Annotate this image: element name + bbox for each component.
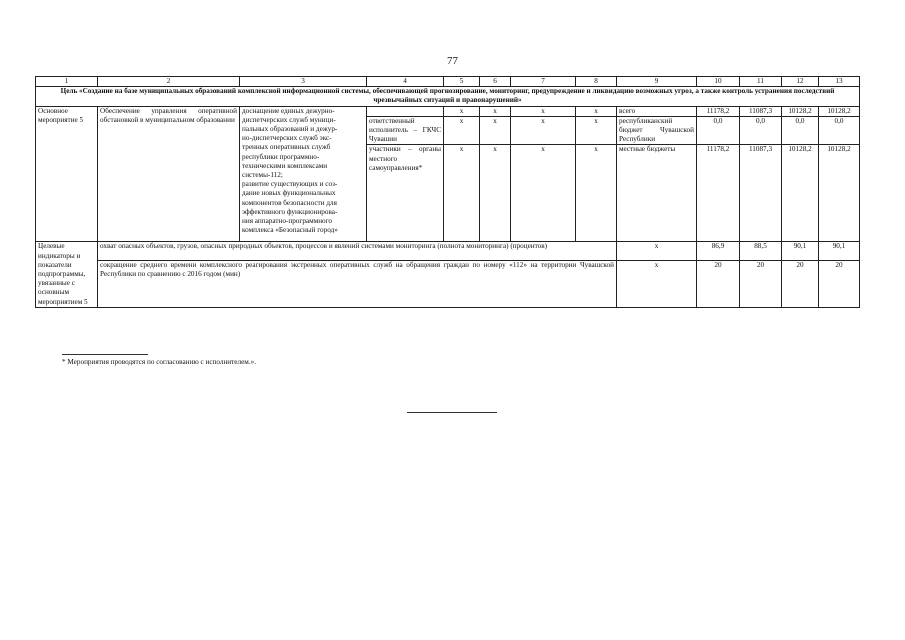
- cell-x: x: [480, 116, 511, 145]
- cell-x: x: [444, 145, 480, 242]
- footnote: * Мероприятия проводятся по согласованию с исполнителем.».: [62, 358, 257, 366]
- cell-x: x: [617, 260, 697, 307]
- value-cell: 20: [697, 260, 740, 307]
- page-number: 77: [447, 55, 458, 67]
- value-cell: 0,0: [740, 116, 782, 145]
- value-cell: 10128,2: [819, 145, 860, 242]
- value-cell: 90,1: [819, 242, 860, 260]
- value-cell: 0,0: [697, 116, 740, 145]
- value-cell: 0,0: [782, 116, 819, 145]
- col-header-9: 9: [617, 77, 697, 87]
- funding-source: республиканский бюджет Чувашской Республики: [617, 116, 697, 145]
- cell-x: x: [617, 242, 697, 260]
- column-numbers-row: [36, 77, 860, 87]
- event-title: Обеспечение управления оперативной обстановкой в муниципальном образовании: [98, 106, 240, 242]
- col-header-4: 4: [367, 77, 444, 87]
- cell-x: x: [576, 145, 617, 242]
- end-divider: [407, 412, 497, 413]
- goal-text: Цель «Создание на базе муниципальных образований комплексной информационной системы, обеспечивающей прогнозирование, мониторинг, предупреждение и ликвидацию возможных угроз, а также контроль устранения последствий чрезвычайных ситуаций и правонарушений»: [36, 87, 860, 106]
- indicator-text: сокращение среднего времени комплексного реагирования экстренных оперативных служб на обращения граждан по номеру «112» на территории Чувашской Республики по сравнению с 2016 годом (мин): [98, 260, 617, 307]
- executor-cell: [367, 106, 444, 116]
- col-header-1: 1: [36, 77, 98, 87]
- funding-source: всего: [617, 106, 697, 116]
- indicator-row: [36, 242, 860, 260]
- value-cell: 88,5: [740, 242, 782, 260]
- col-header-12: 12: [782, 77, 819, 87]
- value-cell: 20: [740, 260, 782, 307]
- cell-x: x: [444, 106, 480, 116]
- funding-source: местные бюджеты: [617, 145, 697, 242]
- cell-x: x: [444, 116, 480, 145]
- indicators-label: Целевые индикаторы и показатели подпрограммы, увязанные с основным мероприятием 5: [36, 242, 98, 307]
- value-cell: 86,9: [697, 242, 740, 260]
- cell-x: x: [576, 106, 617, 116]
- value-cell: 0,0: [819, 116, 860, 145]
- col-header-3: 3: [240, 77, 367, 87]
- cell-x: x: [511, 145, 576, 242]
- indicator-row: [36, 260, 860, 307]
- cell-x: x: [480, 145, 511, 242]
- value-cell: 10128,2: [782, 106, 819, 116]
- event-description: доснащение единых дежурно- диспетчерских служб муници- пальных образований и дежур- но-диспетчерских служб экс- тренных оперативных служб республики программно- техническими комплексами системы-112; развитие существующих и соз- дание новых функциональных компонентов безопасности для эффективного функционирова- ния аппаратно-программного комплекса «Безопасный город»: [240, 106, 367, 242]
- col-header-5: 5: [444, 77, 480, 87]
- value-cell: 10128,2: [782, 145, 819, 242]
- col-header-13: 13: [819, 77, 860, 87]
- value-cell: 90,1: [782, 242, 819, 260]
- col-header-10: 10: [697, 77, 740, 87]
- executor-cell: участники – органы местного самоуправления*: [367, 145, 444, 242]
- cell-x: x: [576, 116, 617, 145]
- indicator-text: охват опасных объектов, грузов, опасных природных объектов, процессов и явлений системами мониторинга (полнота мониторинга) (процентов): [98, 242, 617, 260]
- value-cell: 20: [782, 260, 819, 307]
- value-cell: 11087,3: [740, 145, 782, 242]
- value-cell: 11178,2: [697, 106, 740, 116]
- col-header-7: 7: [511, 77, 576, 87]
- value-cell: 20: [819, 260, 860, 307]
- col-header-2: 2: [98, 77, 240, 87]
- goal-row: [36, 87, 860, 106]
- col-header-6: 6: [480, 77, 511, 87]
- footnote-divider: [62, 354, 148, 355]
- col-header-8: 8: [576, 77, 617, 87]
- event-row-total: [36, 106, 860, 116]
- value-cell: 11087,3: [740, 106, 782, 116]
- cell-x: x: [511, 116, 576, 145]
- event-label: Основное мероприятие 5: [36, 106, 98, 242]
- cell-x: x: [511, 106, 576, 116]
- executor-cell: ответственный исполнитель – ГКЧС Чувашии: [367, 116, 444, 145]
- value-cell: 11178,2: [697, 145, 740, 242]
- value-cell: 10128,2: [819, 106, 860, 116]
- program-table: [35, 76, 860, 308]
- col-header-11: 11: [740, 77, 782, 87]
- cell-x: x: [480, 106, 511, 116]
